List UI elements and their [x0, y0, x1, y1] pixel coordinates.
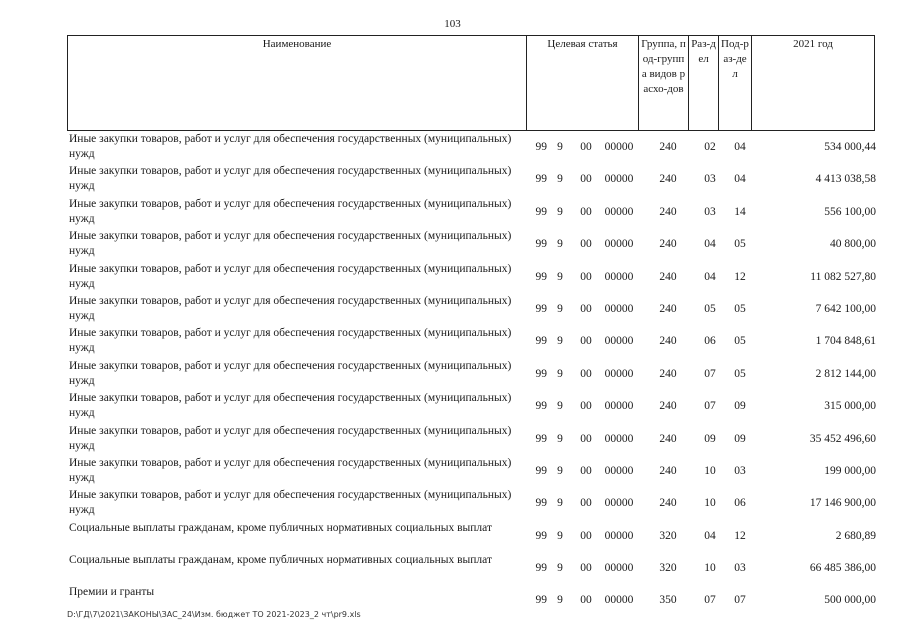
target-article-direction: 00 [580, 302, 592, 315]
target-article-subprogram: 9 [557, 302, 563, 315]
target-article-direction: 00 [580, 432, 592, 445]
row-name: Премии и гранты [69, 586, 155, 599]
target-article-program: 99 [535, 400, 547, 413]
subsection-code: 12 [734, 270, 746, 283]
target-article-subprogram: 9 [557, 367, 563, 380]
expense-group-code: 240 [659, 270, 677, 283]
target-article-program: 99 [535, 464, 547, 477]
expense-group-code: 240 [659, 238, 677, 251]
amount-2021: 17 146 900,00 [809, 497, 876, 510]
row-name: Иные закупки товаров, работ и услуг для обеспечения государственных (муниципальных) нужд [69, 424, 512, 452]
row-name: Иные закупки товаров, работ и услуг для обеспечения государственных (муниципальных) нужд [69, 165, 512, 193]
expense-group-code: 240 [659, 464, 677, 477]
target-article-program: 99 [535, 302, 547, 315]
amount-2021: 315 000,00 [824, 400, 876, 413]
section-code: 04 [704, 529, 716, 542]
amount-2021: 534 000,44 [824, 141, 876, 153]
target-article-direction: 00 [580, 335, 592, 348]
amount-2021: 66 485 386,00 [809, 562, 876, 575]
section-code: 04 [704, 238, 716, 251]
target-article-program: 99 [535, 141, 547, 153]
target-article-program: 99 [535, 205, 547, 218]
section-code: 06 [704, 335, 716, 348]
amount-2021: 556 100,00 [824, 205, 876, 218]
table-body [67, 131, 880, 617]
table-row [67, 487, 880, 519]
table-row [67, 455, 880, 487]
section-code: 04 [704, 270, 716, 283]
subsection-code: 05 [734, 302, 746, 315]
subsection-code: 05 [734, 335, 746, 348]
target-article-subprogram: 9 [557, 464, 563, 477]
target-article-subprogram: 9 [557, 594, 563, 607]
target-article-direction: 00 [580, 141, 592, 153]
expense-group-code: 240 [659, 173, 677, 186]
target-article-code: 00000 [604, 432, 634, 445]
amount-2021: 40 800,00 [830, 238, 876, 251]
target-article-code: 00000 [604, 335, 634, 348]
target-article-code: 00000 [604, 270, 634, 283]
target-article-direction: 00 [580, 497, 592, 510]
row-name: Иные закупки товаров, работ и услуг для обеспечения государственных (муниципальных) нужд [69, 359, 512, 387]
target-article-program: 99 [535, 270, 547, 283]
target-article-code: 00000 [604, 238, 634, 251]
target-article-subprogram: 9 [557, 335, 563, 348]
subsection-code: 14 [734, 205, 746, 218]
amount-2021: 500 000,00 [824, 594, 876, 607]
amount-2021: 4 413 038,58 [815, 173, 876, 186]
target-article-subprogram: 9 [557, 562, 563, 575]
table-row [67, 196, 880, 228]
subsection-code: 04 [734, 173, 746, 186]
table-row [67, 552, 880, 584]
target-article-direction: 00 [580, 238, 592, 251]
target-article-direction: 00 [580, 529, 592, 542]
header-name: Наименование [68, 36, 527, 131]
table-row [67, 520, 880, 552]
page-number: 103 [444, 18, 461, 30]
expense-group-code: 240 [659, 432, 677, 445]
target-article-program: 99 [535, 367, 547, 380]
target-article-subprogram: 9 [557, 238, 563, 251]
expense-group-code: 240 [659, 302, 677, 315]
row-name: Иные закупки товаров, работ и услуг для обеспечения государственных (муниципальных) нужд [69, 456, 512, 484]
section-code: 03 [704, 173, 716, 186]
amount-2021: 1 704 848,61 [815, 335, 876, 348]
expense-group-code: 320 [659, 562, 677, 575]
row-name: Социальные выплаты гражданам, кроме публичных нормативных социальных выплат [69, 521, 492, 534]
table-row [67, 131, 880, 163]
target-article-direction: 00 [580, 400, 592, 413]
header-section: Раз-дел [689, 36, 719, 131]
expense-group-code: 240 [659, 141, 677, 153]
target-article-subprogram: 9 [557, 432, 563, 445]
expense-group-code: 350 [659, 594, 677, 607]
expense-group-code: 240 [659, 335, 677, 348]
header-subsection: Под-раз-дел [719, 36, 752, 131]
target-article-code: 00000 [604, 497, 634, 510]
row-name: Иные закупки товаров, работ и услуг для обеспечения государственных (муниципальных) нужд [69, 230, 512, 258]
target-article-subprogram: 9 [557, 173, 563, 186]
target-article-program: 99 [535, 529, 547, 542]
target-article-program: 99 [535, 562, 547, 575]
amount-2021: 35 452 496,60 [809, 432, 876, 445]
row-name: Иные закупки товаров, работ и услуг для обеспечения государственных (муниципальных) нужд [69, 392, 512, 420]
row-name: Иные закупки товаров, работ и услуг для обеспечения государственных (муниципальных) нужд [69, 262, 512, 290]
target-article-program: 99 [535, 594, 547, 607]
target-article-direction: 00 [580, 562, 592, 575]
section-code: 10 [704, 562, 716, 575]
table-row [67, 325, 880, 357]
subsection-code: 06 [734, 497, 746, 510]
subsection-code: 09 [734, 400, 746, 413]
target-article-direction: 00 [580, 205, 592, 218]
table-row [67, 423, 880, 455]
subsection-code: 05 [734, 238, 746, 251]
table-header [67, 35, 875, 131]
section-code: 07 [704, 367, 716, 380]
file-path: D:\ГД\7\2021\ЗАКОНЫ\ЗАС_24\Изм. бюджет ТО 2021-2023_2 чт\pr9.xls [67, 610, 361, 619]
subsection-code: 12 [734, 529, 746, 542]
target-article-subprogram: 9 [557, 270, 563, 283]
target-article-code: 00000 [604, 367, 634, 380]
target-article-program: 99 [535, 173, 547, 186]
section-code: 05 [704, 302, 716, 315]
subsection-code: 04 [734, 141, 746, 153]
target-article-subprogram: 9 [557, 205, 563, 218]
subsection-code: 09 [734, 432, 746, 445]
subsection-code: 07 [734, 594, 746, 607]
target-article-direction: 00 [580, 594, 592, 607]
target-article-subprogram: 9 [557, 400, 563, 413]
row-name: Иные закупки товаров, работ и услуг для обеспечения государственных (муниципальных) нужд [69, 294, 512, 322]
table-row [67, 163, 880, 195]
table-row [67, 228, 880, 260]
expense-group-code: 320 [659, 529, 677, 542]
amount-2021: 199 000,00 [824, 464, 876, 477]
target-article-program: 99 [535, 432, 547, 445]
target-article-subprogram: 9 [557, 529, 563, 542]
target-article-program: 99 [535, 238, 547, 251]
target-article-code: 00000 [604, 173, 634, 186]
row-name: Социальные выплаты гражданам, кроме публичных нормативных социальных выплат [69, 554, 492, 567]
header-target-article: Целевая статья [527, 36, 639, 131]
subsection-code: 05 [734, 367, 746, 380]
expense-group-code: 240 [659, 205, 677, 218]
table-row [67, 293, 880, 325]
target-article-code: 00000 [604, 141, 634, 153]
target-article-code: 00000 [604, 464, 634, 477]
target-article-code: 00000 [604, 400, 634, 413]
section-code: 07 [704, 594, 716, 607]
amount-2021: 7 642 100,00 [815, 302, 876, 315]
row-name: Иные закупки товаров, работ и услуг для обеспечения государственных (муниципальных) нужд [69, 489, 512, 517]
target-article-code: 00000 [604, 302, 634, 315]
expense-group-code: 240 [659, 367, 677, 380]
header-year: 2021 год [752, 36, 875, 131]
section-code: 02 [704, 141, 716, 153]
target-article-subprogram: 9 [557, 141, 563, 153]
target-article-program: 99 [535, 335, 547, 348]
target-article-program: 99 [535, 497, 547, 510]
amount-2021: 2 680,89 [835, 529, 876, 542]
section-code: 09 [704, 432, 716, 445]
target-article-code: 00000 [604, 594, 634, 607]
expense-group-code: 240 [659, 400, 677, 413]
table-row [67, 261, 880, 293]
table-row [67, 358, 880, 390]
target-article-direction: 00 [580, 270, 592, 283]
target-article-direction: 00 [580, 367, 592, 380]
row-name: Иные закупки товаров, работ и услуг для обеспечения государственных (муниципальных) нужд [69, 327, 512, 355]
target-article-direction: 00 [580, 464, 592, 477]
section-code: 10 [704, 497, 716, 510]
target-article-direction: 00 [580, 173, 592, 186]
subsection-code: 03 [734, 562, 746, 575]
table-row [67, 390, 880, 422]
section-code: 07 [704, 400, 716, 413]
target-article-code: 00000 [604, 529, 634, 542]
target-article-code: 00000 [604, 562, 634, 575]
target-article-subprogram: 9 [557, 497, 563, 510]
subsection-code: 03 [734, 464, 746, 477]
header-expense-group: Группа, под-группа видов расхо-дов [639, 36, 689, 131]
amount-2021: 2 812 144,00 [815, 367, 876, 380]
row-name: Иные закупки товаров, работ и услуг для обеспечения государственных (муниципальных) нужд [69, 133, 512, 160]
target-article-code: 00000 [604, 205, 634, 218]
section-code: 03 [704, 205, 716, 218]
section-code: 10 [704, 464, 716, 477]
amount-2021: 11 082 527,80 [810, 270, 876, 283]
row-name: Иные закупки товаров, работ и услуг для обеспечения государственных (муниципальных) нужд [69, 197, 512, 225]
expense-group-code: 240 [659, 497, 677, 510]
